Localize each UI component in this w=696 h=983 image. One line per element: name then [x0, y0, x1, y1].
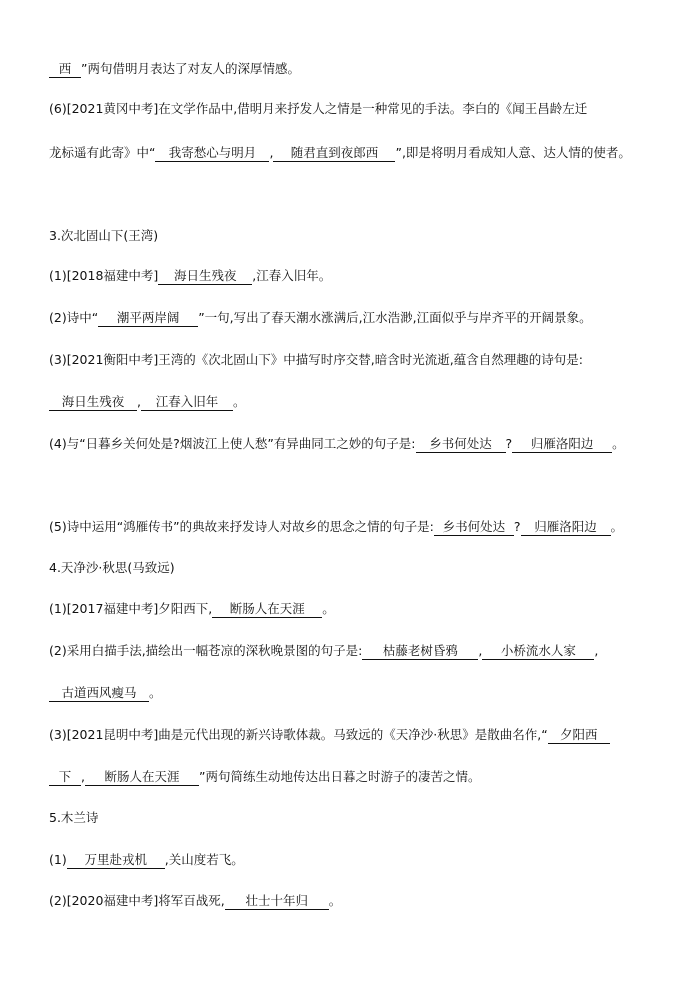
text-line: [49, 59, 656, 79]
answer-blank: 江春入旧年: [141, 394, 233, 411]
text-segment: ”两句借明月表达了对友人的深厚情感。: [81, 61, 300, 76]
text-segment: ,: [81, 769, 85, 784]
text-segment: ”一句,写出了春天潮水涨满后,江水浩渺,江面似乎与岸齐平的开阔景象。: [198, 310, 592, 325]
text-line: [49, 850, 656, 870]
answer-blank: 潮平两岸阔: [98, 310, 198, 327]
text-segment: (3)[2021衡阳中考]王湾的《次北固山下》中描写时序交替,暗含时光流逝,蕴含自然理趣的诗句是:: [49, 352, 583, 367]
text-segment: (1)[2018福建中考]: [49, 268, 159, 283]
text-segment: 。: [232, 394, 246, 409]
answer-blank: 小桥流水人家: [482, 643, 594, 660]
answer-blank: 下: [49, 769, 81, 786]
text-line: [49, 434, 656, 454]
text-line: [49, 767, 656, 787]
text-line: [49, 143, 656, 163]
text-segment: ”,即是将明月看成知人意、达人情的使者。: [395, 145, 631, 160]
answer-blank: 断肠人在天涯: [85, 769, 199, 786]
answer-blank: 西: [49, 61, 81, 78]
answer-blank: 夕阳西: [548, 727, 610, 744]
text-line: [49, 266, 656, 286]
answer-blank: 海日生残夜: [49, 394, 137, 411]
text-segment: ,江春入旧年。: [252, 268, 332, 283]
text-segment: (2)诗中“: [49, 310, 99, 325]
text-segment: 。: [322, 601, 335, 616]
text-line: [49, 808, 656, 828]
text-line: [49, 308, 656, 328]
text-segment: 。: [328, 893, 342, 908]
text-line: [49, 641, 656, 661]
answer-blank: 归雁洛阳边: [512, 436, 612, 453]
text-line: [49, 725, 656, 745]
text-segment: ,: [137, 394, 141, 409]
text-segment: ,: [269, 145, 274, 160]
text-segment: ,: [478, 643, 483, 658]
answer-blank: 断肠人在天涯: [212, 601, 322, 618]
answer-blank: 古道西风瘦马: [49, 685, 149, 702]
answer-blank: 我寄愁心与明月: [155, 145, 269, 162]
text-segment: 龙标遥有此寄》中“: [49, 145, 156, 160]
text-line: [49, 99, 656, 119]
text-segment: 。: [610, 519, 624, 534]
answer-blank: 海日生残夜: [158, 268, 252, 285]
text-segment: 4.天净沙·秋思(马致远): [49, 560, 175, 575]
text-segment: 。: [149, 685, 162, 700]
text-segment: (2)[2020福建中考]将军百战死,: [49, 893, 225, 908]
text-line: [49, 891, 656, 911]
answer-blank: 乡书何处达: [416, 436, 506, 453]
text-segment: (5)诗中运用“鸿雁传书”的典故来抒发诗人对故乡的思念之情的句子是:: [49, 519, 434, 534]
answer-blank: 万里赴戎机: [67, 852, 165, 869]
text-segment: 3.次北固山下(王湾): [49, 228, 159, 243]
answer-blank: 乡书何处达: [434, 519, 514, 536]
text-segment: 5.木兰诗: [49, 810, 99, 825]
text-segment: (3)[2021昆明中考]曲是元代出现的新兴诗歌体裁。马致远的《天净沙·秋思》是散曲名作,“: [49, 727, 548, 742]
text-line: [49, 350, 656, 370]
text-segment: (1)[2017福建中考]夕阳西下,: [49, 601, 213, 616]
answer-blank: 归雁洛阳边: [521, 519, 611, 536]
text-segment: ,: [594, 643, 599, 658]
text-line: [49, 558, 656, 578]
text-line: [49, 392, 656, 412]
text-segment: ,关山度若飞。: [164, 852, 244, 867]
text-segment: (2)采用白描手法,描绘出一幅苍凉的深秋晚景图的句子是:: [49, 643, 363, 658]
text-segment: (4)与“日暮乡关何处是?烟波江上使人愁”有异曲同工之妙的句子是:: [49, 436, 416, 451]
answer-blank: 随君直到夜郎西: [273, 145, 395, 162]
text-segment: (6)[2021黄冈中考]在文学作品中,借明月来抒发人之情是一种常见的手法。李白的《闻王昌龄左迁: [49, 101, 588, 116]
text-segment: (1): [49, 852, 67, 867]
text-line: [49, 683, 656, 703]
text-segment: ?: [513, 519, 521, 534]
text-line: [49, 517, 656, 537]
text-segment: ”两句简练生动地传达出日暮之时游子的凄苦之情。: [198, 769, 481, 784]
text-line: [49, 599, 656, 619]
text-segment: ?: [505, 436, 513, 451]
answer-blank: 壮士十年归: [225, 893, 329, 910]
text-line: [49, 226, 656, 246]
text-segment: 。: [612, 436, 625, 451]
answer-blank: 枯藤老树昏鸦: [362, 643, 478, 660]
